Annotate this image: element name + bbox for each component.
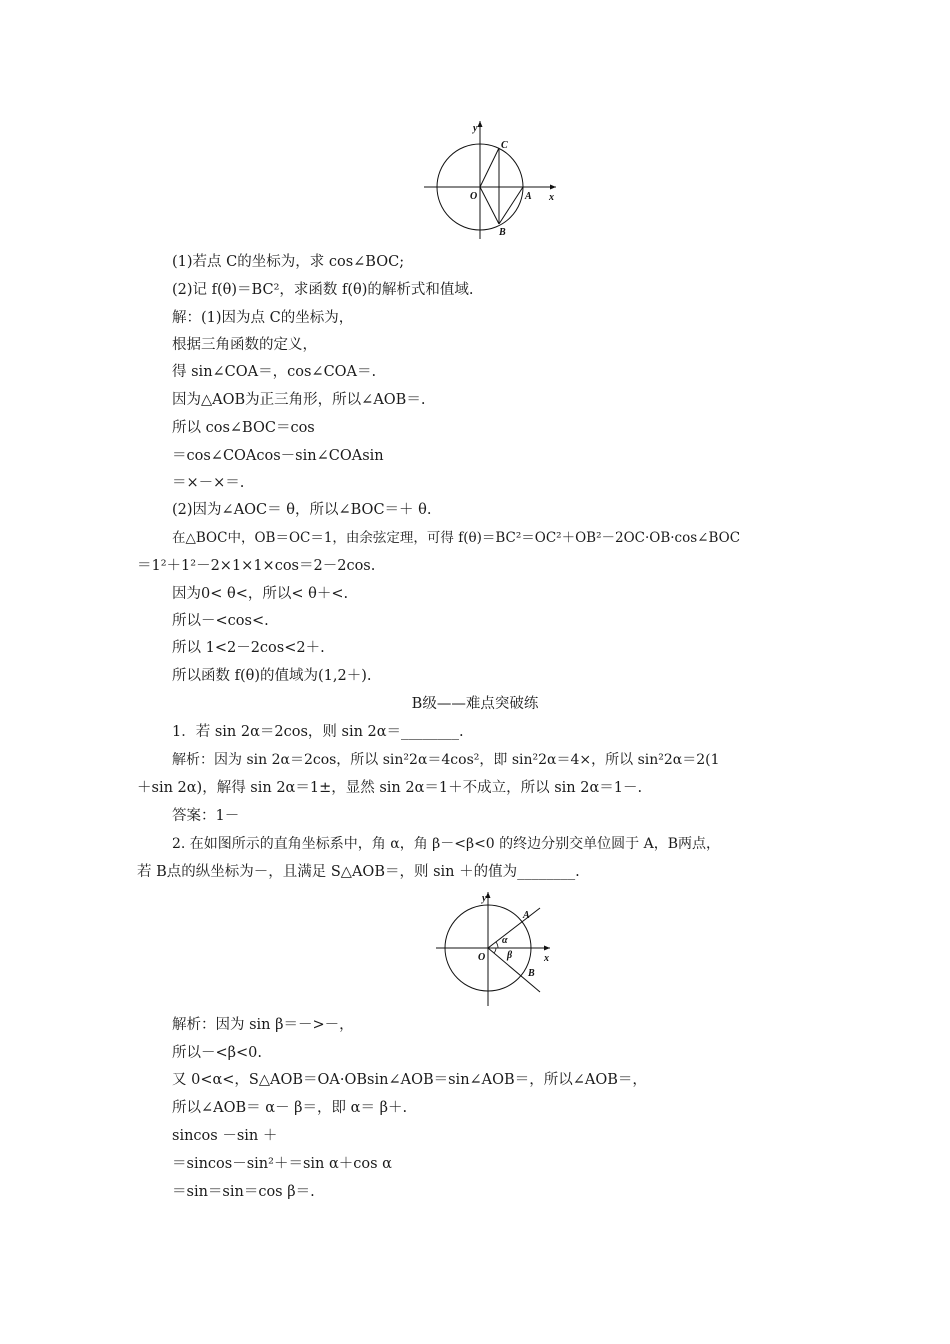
text-line: 所以函数 f(θ)的值域为(1,2＋). xyxy=(172,668,372,684)
label-A: A xyxy=(525,191,532,202)
label-beta: β xyxy=(507,950,513,961)
text-line: 根据三角函数的定义， xyxy=(172,337,317,353)
text-line: 因为0< θ<，所以< θ＋<. xyxy=(172,586,349,602)
text-line: 在△BOC中，OB＝OC＝1，由余弦定理，可得 f(θ)＝BC²＝OC²＋OB²－2OC·OB·cos∠BOC xyxy=(172,530,741,546)
text-line: ＝cos∠COAcos－sin∠COAsin xyxy=(172,448,384,464)
text-line: 若 B点的纵坐标为－，且满足 S△AOB＝，则 sin ＋的值为________. xyxy=(137,864,580,880)
text-line: (2)因为∠AOC＝ θ，所以∠BOC＝＋ θ. xyxy=(172,502,432,518)
text-line: ＋sin 2α)，解得 sin 2α＝1±，显然 sin 2α＝1＋不成立，所以 sin 2α＝1－. xyxy=(137,780,643,796)
text-line: 因为△AOB为正三角形，所以∠AOB＝. xyxy=(172,392,426,408)
label-x: x xyxy=(549,192,554,203)
text-line: 所以 1<2－2cos<2＋. xyxy=(172,640,325,656)
angle-arc-beta xyxy=(494,948,496,953)
section-heading: B级——难点突破练 xyxy=(411,696,539,712)
text-line: 所以－<cos<. xyxy=(172,613,269,629)
label-y: y xyxy=(482,893,487,904)
x-axis-arrow xyxy=(550,185,556,190)
text-line: 所以∠AOB＝ α－ β＝，即 α＝ β＋. xyxy=(172,1100,408,1116)
figure-1-svg xyxy=(420,115,570,245)
segment-OC xyxy=(480,148,499,187)
figure-unit-circle-1 xyxy=(420,115,570,245)
label-A: A xyxy=(523,910,530,921)
text-line: 解析：因为 sin 2α＝2cos，所以 sin²2α＝4cos²，即 sin²2α＝4×，所以 sin²2α＝2(1 xyxy=(172,752,720,768)
text-line: 1．若 sin 2α＝2cos，则 sin 2α＝________. xyxy=(172,724,464,740)
label-x: x xyxy=(544,953,549,964)
text-line: (1)若点 C的坐标为，求 cos∠BOC; xyxy=(172,254,405,270)
segment-AB xyxy=(499,187,523,224)
text-line: ＝sin＝sin＝cos β＝. xyxy=(172,1184,315,1200)
text-line: 又 0<α<，S△AOB＝OA·OBsin∠AOB＝sin∠AOB＝，所以∠AOB＝， xyxy=(172,1072,647,1088)
text-line: ＝×－×＝. xyxy=(172,475,245,491)
text-line: 得 sin∠COA＝，cos∠COA＝. xyxy=(172,364,377,380)
text-line: 解析：因为 sin β＝－>－， xyxy=(172,1017,354,1033)
text-line: 所以－<β<0. xyxy=(172,1045,263,1061)
label-B: B xyxy=(528,968,535,979)
label-C: C xyxy=(501,140,508,151)
label-B: B xyxy=(499,227,506,238)
label-alpha: α xyxy=(502,935,508,946)
text-line: 所以 cos∠BOC＝cos xyxy=(172,420,315,436)
angle-arc-alpha xyxy=(496,942,498,948)
text-line: 解：(1)因为点 C的坐标为， xyxy=(172,310,354,326)
figure-2-svg xyxy=(432,888,562,1010)
text-line: ＝1²＋1²－2×1×1×cos＝2－2cos. xyxy=(137,558,376,574)
text-line: 答案：1－ xyxy=(172,808,240,824)
x-axis-arrow xyxy=(544,946,550,951)
text-line: sincos －sin ＋ xyxy=(172,1128,278,1144)
figure-unit-circle-2 xyxy=(432,888,562,1010)
label-y: y xyxy=(473,123,478,134)
text-line: 2. 在如图所示的直角坐标系中，角 α，角 β－<β<0 的终边分别交单位圆于 A，B两点， xyxy=(172,836,721,852)
text-line: (2)记 f(θ)＝BC²，求函数 f(θ)的解析式和值域. xyxy=(172,282,474,298)
segment-OB xyxy=(480,187,499,224)
label-O: O xyxy=(470,191,478,202)
label-O: O xyxy=(478,952,486,963)
y-axis-arrow xyxy=(478,121,483,127)
text-line: ＝sincos－sin²＋＝sin α＋cos α xyxy=(172,1156,392,1172)
